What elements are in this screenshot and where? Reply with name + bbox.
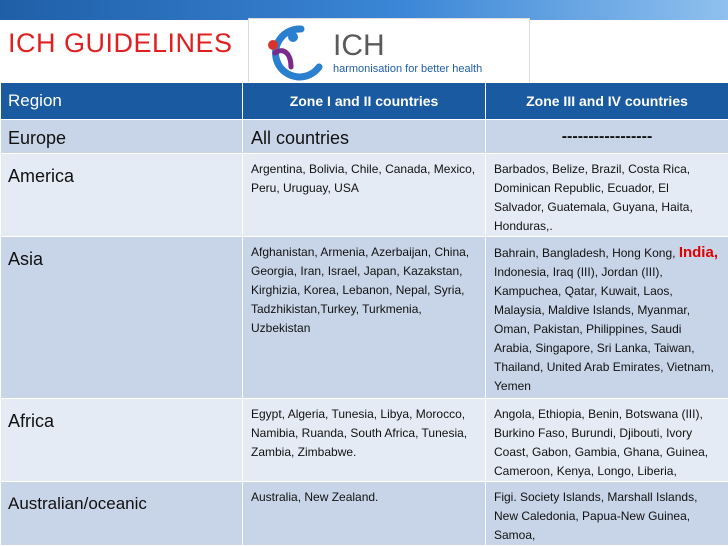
india-highlight: India, — [678, 244, 718, 261]
zone-1-2-cell: Australia, New Zealand. — [243, 482, 486, 546]
header-zone-3-4: Zone III and IV countries — [486, 83, 728, 120]
table-row — [1, 399, 728, 482]
region-cell: Europe — [1, 120, 243, 154]
zone-3-4-text-start: Bahrain, Bangladesh, Hong Kong, — [494, 246, 676, 260]
zone-3-4-cell: Barbados, Belize, Brazil, Costa Rica, Dominican Republic, Ecuador, El Salvador, Guatemala, Guyana, Haita, Honduras,. — [486, 154, 728, 237]
zone-1-2-cell: Egypt, Algeria, Tunesia, Libya, Morocco, Namibia, Ruanda, South Africa, Tunesia, Zambia, Zimbabwe. — [243, 399, 486, 482]
zone-3-4-cell: Angola, Ethiopia, Benin, Botswana (III), Burkino Faso, Burundi, Djibouti, Ivory Coast, Gabon, Gambia, Ghana, Guinea, Cameroon, Kenya, Longo, Liberia, — [486, 399, 728, 482]
slide-title: ICH GUIDELINES — [8, 28, 233, 58]
zone-3-4-text-end: Indonesia, Iraq (III), Jordan (III), Kampuchea, Qatar, Kuwait, Laos, Malaysia, Maldive Islands, Myanmar, Oman, Pakistan, Philippines, Saudi Arabia, Singapore, Sri Lanka, Taiwan, Thailand, United Arab Emirates, Vietnam, Yemen — [494, 265, 714, 393]
logo-wordmark: ICH — [333, 29, 385, 62]
ich-logo-mark-icon — [261, 23, 331, 81]
header-zone-1-2: Zone I and II countries — [243, 83, 486, 120]
region-cell: America — [1, 154, 243, 237]
table-row — [1, 120, 728, 154]
table-row — [1, 482, 728, 546]
zone-3-4-cell: ----------------- — [486, 120, 728, 154]
zone-1-2-cell: Argentina, Bolivia, Chile, Canada, Mexico, Peru, Uruguay, USA — [243, 154, 486, 237]
table-header-row — [1, 83, 728, 120]
zone-1-2-cell: Afghanistan, Armenia, Azerbaijan, China, Georgia, Iran, Israel, Japan, Kazakstan, Kirghizia, Korea, Lebanon, Nepal, Syria, Tadzhikistan,Turkey, Turkmenia, Uzbekistan — [243, 237, 486, 399]
top-banner — [0, 0, 728, 20]
region-cell: Asia — [1, 237, 243, 399]
region-cell: Australian/oceanic — [1, 482, 243, 546]
table-row — [1, 237, 728, 399]
zone-3-4-cell — [486, 237, 728, 399]
logo-tagline: harmonisation for better health — [333, 63, 483, 75]
zone-1-2-cell: All countries — [243, 120, 486, 154]
table-row — [1, 154, 728, 237]
climatic-zones-table — [0, 82, 728, 546]
header-region: Region — [1, 83, 243, 120]
zone-3-4-cell: Figi. Society Islands, Marshall Islands, New Caledonia, Papua-New Guinea, Samoa, — [486, 482, 728, 546]
region-cell: Africa — [1, 399, 243, 482]
ich-logo — [248, 18, 530, 84]
